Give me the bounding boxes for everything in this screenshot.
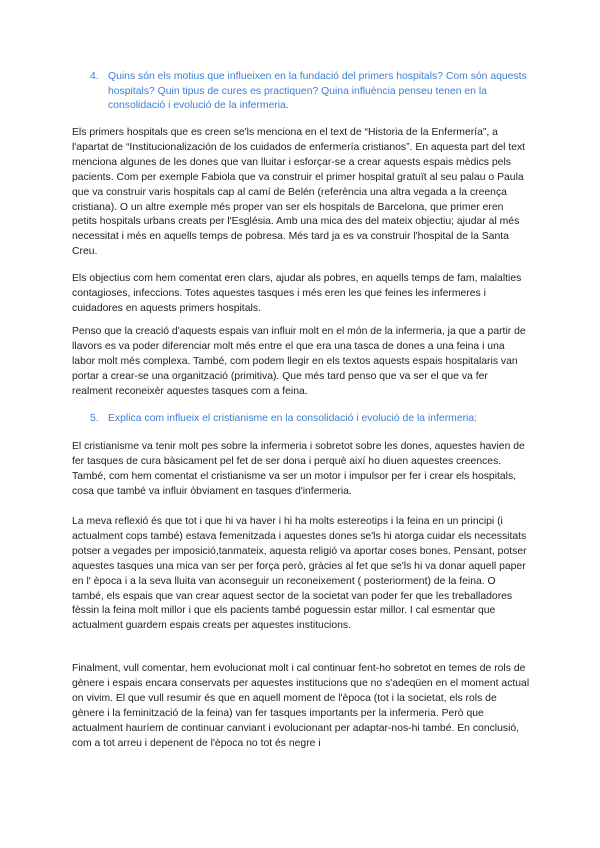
question-text: Quins són els motius que influeixen en la fundació del primers hospitals? Com són aquests hospitals? Quin tipus de cures es practiquen? Quina influència penseu tenen en la consolidació i evolució de la infermeria.: [108, 71, 527, 111]
question-number: 5.: [90, 413, 99, 424]
question-text: Explica com influeix el cristianisme en la consolidació i evolució de la infermeria:: [108, 413, 478, 424]
question-5: [90, 412, 530, 427]
question-4: [90, 70, 530, 114]
paragraph-objectives: Els objectius com hem comentat eren clars, ajudar als pobres, en aquells temps de fam, malalties contagioses, infeccions. Totes aquestes tasques i més eren les que feines les infermeres i cuidadores en aquests primers hospitals.: [72, 273, 522, 314]
question-number: 4.: [90, 71, 99, 82]
paragraph-conclusion: Finalment, vull comentar, hem evolucionat molt i cal continuar fent-ho sobretot en temes de rols de gènere i espais encara conservats per aquestes institucions que no s'adeqüen en el moment actual on vivim. El que vull resumir és que en aquell moment de l'època (tot i la societat, els rols de gènere i la feminització de la feina) van fer tasques importants per la infermeria. Però que actualment hauríem de continuar canviant i evolucionant per adaptar-nos-hi també. En conclusió, com a tot arreu i depenent de l'època no tot és negre i: [72, 663, 530, 749]
paragraph-reflection: La meva reflexió és que tot i que hi va haver i hi ha molts estereotips i la feina en un principi (i actualment cops també) estava femenitzada i aquestes dones se'ls hi atorga cuidar els necessitats potser a vegades per imposició,tanmateix, aquesta religió va aportar coses bones. Pensant, potser aquestes tasques una mica van ser per força però, gràcies al fet que se'ls hi va donar aquell paper en l' època i a la seva lluita van aconseguir un reconeixement ( posteriorment) de la feina. O també, els espais que van crear aquest sector de la societat van poder fer que les treballadores fèssin la feina molt millor i que els pacients també poguessin estar millor. I cal esmentar que actualment guardem espais creats per aquestes institucions.: [72, 516, 527, 632]
paragraph-christianity: El cristianisme va tenir molt pes sobre la infermeria i sobretot sobre les dones, aquestes havien de fer tasques de cura bàsicament pel fet de ser dona i perquè així ho diuen aquestes creences. També, com hem comentat el cristianisme va ser un motor i impulsor per fer i crear els hospitals, cosa que també va influir òbviament en tasques d'infermeria.: [72, 441, 525, 497]
paragraph-hospitals: Els primers hospitals que es creen se'ls menciona en el text de “Historia de la Enfermería”, a l'apartat de “Institucionalización de los cuidados de enfermería cristianos”. En aquesta part del text menciona algunes de les dones que van lluitar i esforçar-se a crear aquests espais mèdics pels pacients. Com per exemple Fabiola que va construir el primer hospital gratuït al seu palau o Paula que va construir varis hospitals cap al camí de Belén (referència una altra vegada a la creença cristiana). O un altre exemple més proper van ser els hospitals de Barcelona, que primer eren petits hospitals urbans creats per l'Església. Amb una mica des del mateix objectiu; ajudar al més necessitat i més en aquells temps de pobresa. Més tard ja es va construir l'hospital de la Santa Creu.: [72, 127, 526, 258]
paragraph-influence: Penso que la creació d'aquests espais van influir molt en el món de la infermeria, ja que a partir de llavors es va poder diferenciar molt més entre el que era una tasca de dones a una feina i una labor molt més complexa. També, com podem llegir en els textos aquests espais hospitalaris van portar a crear-se una organització (primitiva). Que més tard penso que va ser el que va fer realment reconeixèr aquestes tasques com a feina.: [72, 326, 526, 397]
